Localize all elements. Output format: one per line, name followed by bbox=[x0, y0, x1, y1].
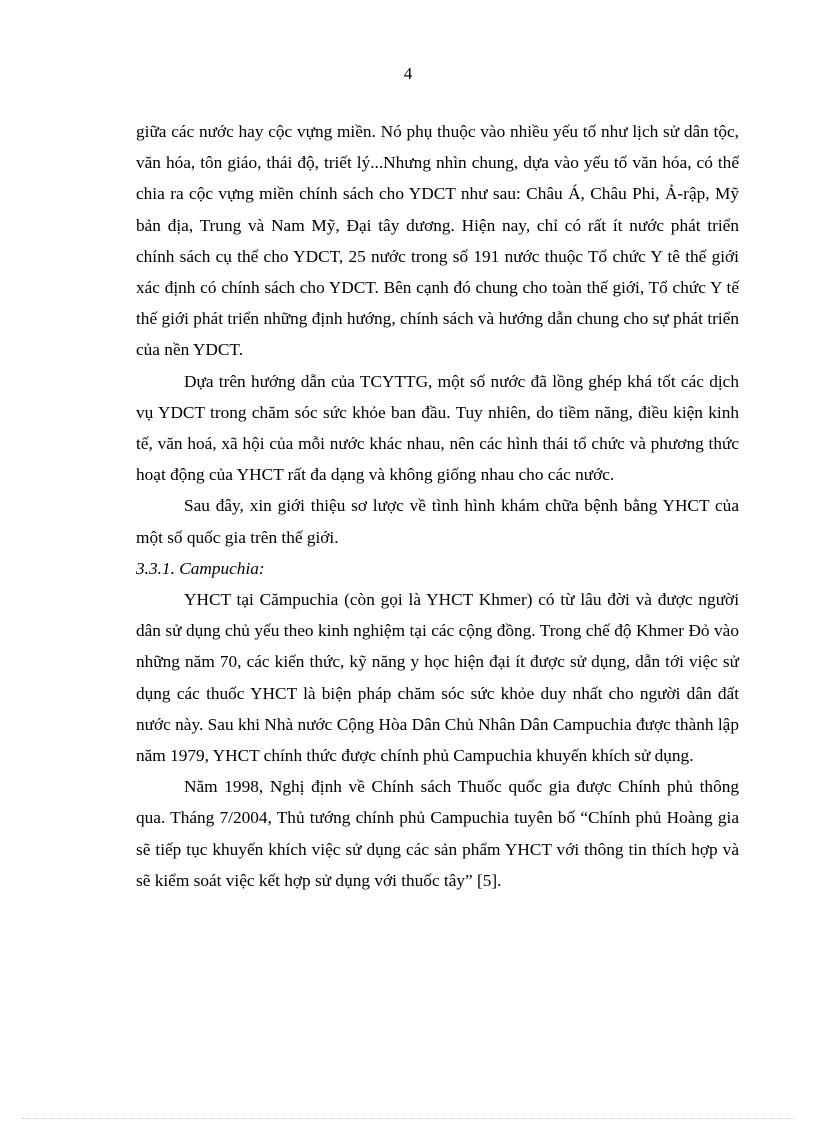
section-heading: 3.3.1. Campuchia: bbox=[136, 558, 265, 578]
document-body bbox=[136, 116, 739, 896]
paragraph-campuchia-policy: Năm 1998, Nghị định về Chính sách Thuốc quốc gia được Chính phủ thông qua. Tháng 7/2004, Thủ tướng chính phủ Campuchia tuyên bố “Chính phủ Hoàng gia sẽ tiếp tục khuyến khích việc sử dụng các sản phẩm YHCT với thông tin thích hợp và sẽ kiểm soát việc kết hợp sử dụng với thuốc tây” [5]. bbox=[136, 777, 739, 890]
page-bottom-divider bbox=[22, 1118, 794, 1119]
paragraph-campuchia-history: YHCT tại Cămpuchia (còn gọi là YHCT Khmer) có từ lâu đời và được người dân sử dụng chủ yếu theo kinh nghiệm tại các cộng đồng. Trong chế độ Khmer Đỏ vào những năm 70, các kiến thức, kỹ năng y học hiện đại ít được sử dụng, dẫn tới việc sử dụng các thuốc YHCT là biện pháp chăm sóc sức khỏe duy nhất cho người dân đất nước này. Sau khi Nhà nước Cộng Hòa Dân Chủ Nhân Dân Campuchia được thành lập năm 1979, YHCT chính thức được chính phủ Campuchia khuyến khích sử dụng. bbox=[136, 590, 739, 766]
paragraph-continuation: giữa các nước hay cộc vựng miền. Nó phụ thuộc vào nhiều yếu tố như lịch sử dân tộc, văn hóa, tôn giáo, thái độ, triết lý...Nhưng nhìn chung, dựa vào yếu tố văn hóa, có thể chia ra cộc vựng miền chính sách cho YDCT như sau: Châu Á, Châu Phi, Ả-rập, Mỹ bản địa, Trung và Nam Mỹ, Đại tây dương. Hiện nay, chỉ có rất ít nước phát triển chính sách cụ thể cho YDCT, 25 nước trong số 191 nước thuộc Tổ chức Y tê thế giới xác định có chính sách cho YDCT. Bên cạnh đó chung cho toàn thế giới, Tổ chức Y tế thế giới phát triển những định hướng, chính sách và hướng dẫn chung cho sự phát triển của nền YDCT. bbox=[136, 122, 739, 360]
page-number: 4 bbox=[403, 64, 413, 83]
paragraph-intro: Sau đây, xin giới thiệu sơ lược về tình hình khám chữa bệnh bằng YHCT của một số quốc gia trên thế giới. bbox=[136, 496, 739, 547]
paragraph-tcyttg: Dựa trên hướng dẫn của TCYTTG, một số nước đã lồng ghép khá tốt các dịch vụ YDCT trong chăm sóc sức khỏe ban đầu. Tuy nhiên, do tiềm năng, điều kiện kinh tế, văn hoá, xã hội của mỗi nước khác nhau, nên các hình thái tổ chức và phương thức hoạt động của YHCT rất đa dạng và không giống nhau cho các nước. bbox=[136, 371, 739, 485]
